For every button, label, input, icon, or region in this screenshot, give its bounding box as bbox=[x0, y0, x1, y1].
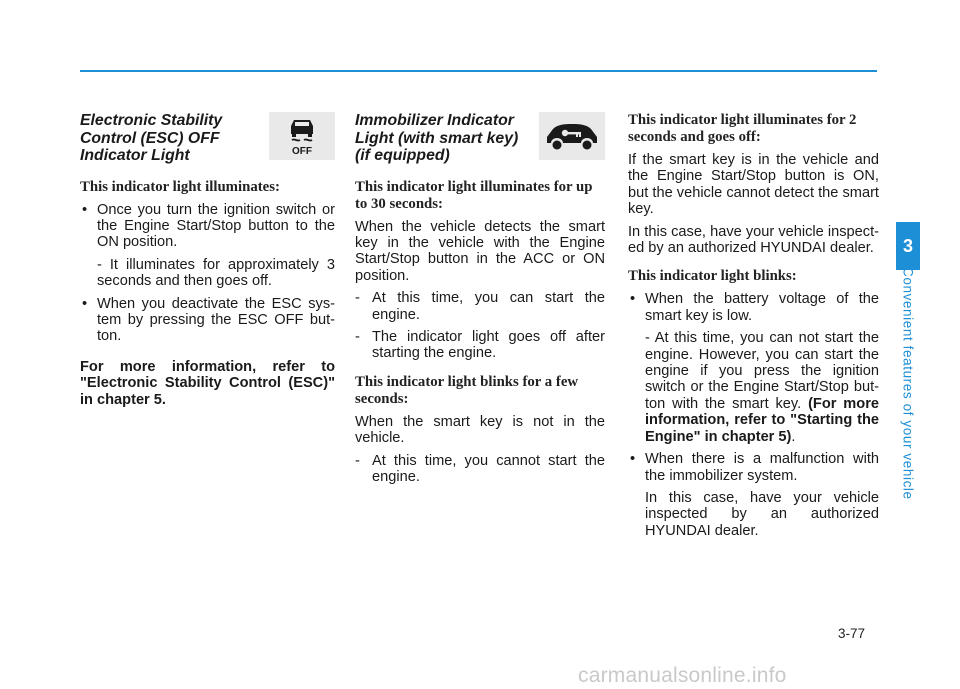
immobilizer-subheading-3: This indicator light illuminates for 2 seconds and goes off: bbox=[628, 112, 857, 145]
column-esc-off bbox=[80, 112, 335, 414]
top-rule bbox=[80, 70, 877, 72]
immobilizer-bullet-1: • When the battery voltage of the smart key is low. bbox=[628, 291, 879, 324]
immobilizer-paragraph-3: If the smart key is in the vehicle and the Engine Start/Stop button is ON, but the vehicle cannot detect the smart key. bbox=[628, 152, 879, 218]
immobilizer-subheading-2: This indicator light blinks for a few seconds: bbox=[355, 373, 579, 407]
immobilizer-title: Immobilizer Indicator Light (with smart key) (if equipped) bbox=[355, 112, 519, 164]
chapter-title-vertical bbox=[896, 267, 920, 500]
esc-off-bullet-2: • When you deactivate the ESC sys-tem by pressing the ESC OFF but-ton. bbox=[80, 296, 335, 345]
immobilizer-dash-1: - At this time, you can start the engine. bbox=[355, 290, 605, 323]
immobilizer-dash-3-text: At this time, you cannot start the engine. bbox=[372, 452, 605, 485]
esc-off-subheading: This indicator light illuminates: bbox=[80, 178, 280, 195]
esc-off-title: Electronic Stability Control (ESC) OFF Indicator Light bbox=[80, 112, 223, 164]
car-key-icon bbox=[543, 119, 601, 153]
immobilizer-heading bbox=[355, 112, 605, 165]
immobilizer-bullet-2: • When there is a malfunction with the immobilizer system. bbox=[628, 451, 879, 484]
immobilizer-dash-4 bbox=[628, 330, 879, 445]
immobilizer-paragraph-2: When the smart key is not in the vehicle. bbox=[355, 413, 605, 447]
immobilizer-dash-4-end: . bbox=[791, 428, 796, 445]
esc-off-dash-1: - It illuminates for approximately 3 seconds and then goes off. bbox=[97, 256, 335, 290]
esc-off-icon-label: OFF bbox=[292, 146, 312, 157]
immobilizer-paragraph-1: When the vehicle detects the smart key in the vehicle with the Engine Start/Stop button in the ACC or ON position. bbox=[355, 218, 605, 284]
page-number: 3-77 bbox=[838, 626, 866, 641]
column-immobilizer-continued bbox=[628, 112, 879, 545]
immobilizer-indicator bbox=[539, 112, 605, 160]
esc-off-indicator bbox=[269, 112, 335, 160]
esc-off-heading bbox=[80, 112, 335, 165]
watermark: carmanualsonline.info bbox=[578, 664, 787, 687]
immobilizer-dash-4-reference: (For more information, refer to "Starting the Engine" in chapter 5) bbox=[645, 395, 879, 445]
immobilizer-dash-3: - At this time, you cannot start the engine. bbox=[355, 452, 605, 485]
esc-off-icon bbox=[278, 114, 326, 158]
immobilizer-paragraph-4: In this case, have your vehicle inspect-ed by an authorized HYUNDAI dealer. bbox=[628, 223, 879, 257]
immobilizer-dash-1-text: At this time, you can start the engine. bbox=[372, 290, 605, 323]
chapter-title-text: Convenient features of your vehicle bbox=[900, 267, 916, 500]
chapter-tab: 3 bbox=[896, 222, 920, 270]
immobilizer-subheading-1: This indicator light illuminates for up to 30 seconds: bbox=[355, 178, 593, 212]
immobilizer-dash-4-text: - At this time, you can not start the engine. However, you can start the engine if you press the ignition switch or the Engine Start/Stop but-ton with the smart key. bbox=[645, 330, 879, 412]
esc-off-reference-note: For more information, refer to "Electronic Stability Control (ESC)" in chapter 5. bbox=[80, 358, 335, 408]
immobilizer-dash-2-text: The indicator light goes off after starting the engine. bbox=[372, 328, 605, 362]
immobilizer-paragraph-5: In this case, have your vehicle inspected by an authorized HYUNDAI dealer. bbox=[645, 489, 879, 539]
column-immobilizer bbox=[355, 112, 605, 491]
esc-off-bullet-1: • Once you turn the ignition switch or the Engine Start/Stop button to the ON position. bbox=[80, 202, 335, 251]
immobilizer-dash-2: - The indicator light goes off after starting the engine. bbox=[355, 328, 605, 362]
immobilizer-subheading-4: This indicator light blinks: bbox=[628, 268, 797, 285]
